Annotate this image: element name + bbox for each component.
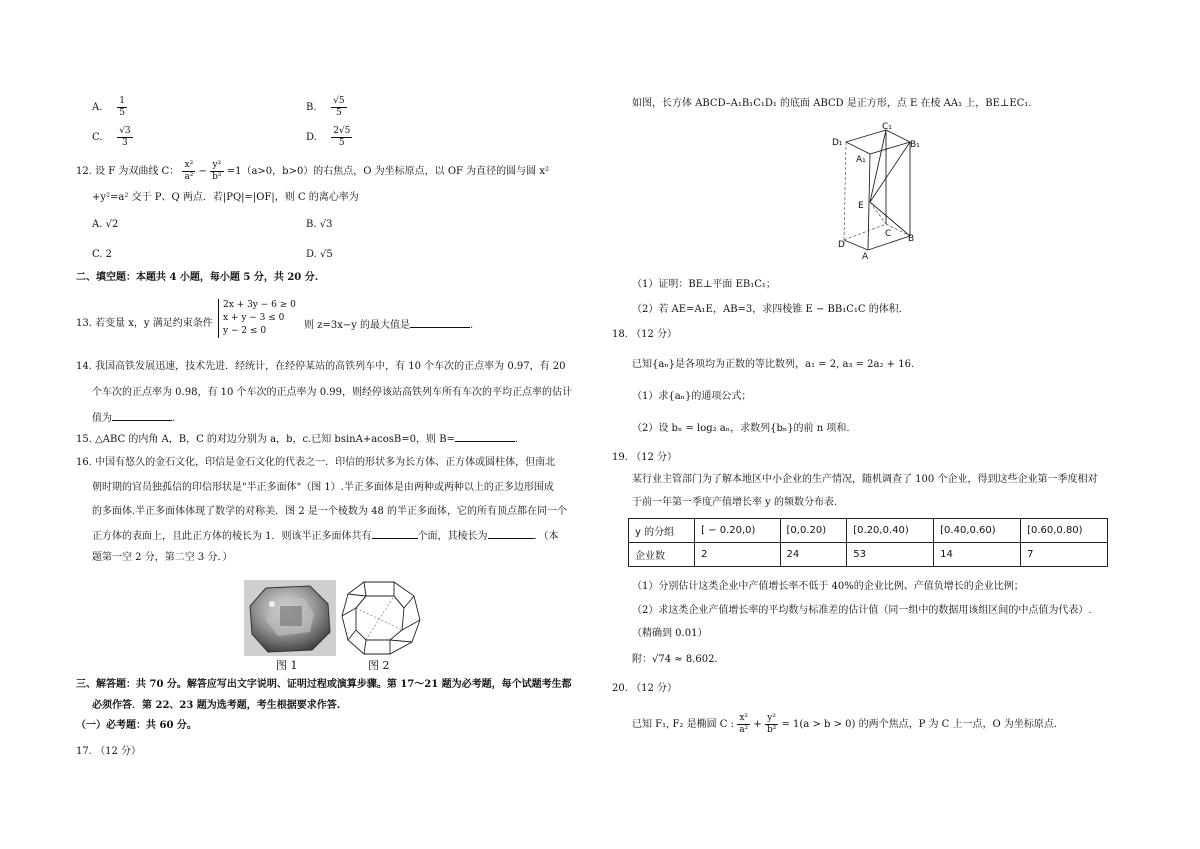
q12-option-b: B. √3 (306, 219, 333, 230)
q13-constraint-system: 2x + 3y − 6 ≥ 0 x + y − 3 ≤ 0 y − 2 ≤ 0 (218, 299, 296, 338)
figure-2-caption: 图 2 (368, 659, 390, 672)
q13-tail: 则 z=3x−y 的最大值是 . (304, 317, 473, 333)
q20-stem: 已知 F₁, F₂ 是椭圆 C : $\frac{\text{x²}}{\text{a²}}$ + $\frac{\text{y²}}{\text{b²}}$ = 1(a > b > 0) 的两个焦点，P 为 C 上一点，O 为坐标原点. (632, 713, 1058, 735)
answer-blank (372, 528, 418, 539)
table-cell: 2 (695, 543, 780, 567)
table-cell: 14 (934, 543, 1021, 567)
answer-blank (410, 317, 470, 328)
table-cell: 企业数 (629, 543, 695, 567)
q14-line2: 个车次的正点率为 0.98，有 10 个车次的正点率为 0.99，则经停该站高铁列车所有车次的平均正点率的估计 (92, 387, 572, 398)
section-solution-heading-line1: 三、解答题：共 70 分。解答应写出文字说明、证明过程或演算步骤。第 17～21 题为必考题，每个试题考生都 (76, 679, 572, 690)
q17-part2: （2）若 AE=A₁E，AB=3，求四棱锥 E − BB₁C₁C 的体积. (632, 304, 902, 315)
q19-line2: 于前一年第一季度产值增长率 y 的频数分布表. (632, 497, 838, 508)
q12-stem-line1: 12. 设 F 为双曲线 C： $\frac{\text{x²}}{\text{a²}}$ − $\frac{\text{y²}}{\text{b²}}$ =1（a>0，b>0）的右焦点，O 为坐标原点，以 OF 为直径的圆与圆 x² (76, 160, 550, 182)
q16-line4: 正方体的表面上，且此正方体的棱长为 1．则该半正多面体共有 个面，其棱长为 ．（本 (92, 528, 559, 544)
q16-line2: 朝时期的官员独孤信的印信形状是"半正多面体"（图 1）.半正多面体是由两种或两种以上的正多边形围成 (92, 482, 554, 493)
table-header-cell: [0.20,0.40) (847, 519, 934, 543)
q15-stem: 15. △ABC 的内角 A，B，C 的对边分别为 a，b，c.已知 bsinA+acosB=0，则 B= . (76, 431, 518, 447)
q11-option-b: B. $\frac{√5}{5}$ (306, 96, 345, 118)
q12-option-d: D. √5 (306, 249, 333, 260)
fraction: $\frac{2√5}{5}$ (333, 126, 351, 148)
fraction: $\frac{√3}{3}$ (119, 126, 131, 148)
q19-heading: 19. （12 分） (612, 452, 677, 463)
q11-option-d: D. $\frac{2√5}{5}$ (306, 126, 351, 148)
seal-photo-figure (244, 580, 336, 656)
table-header-cell: [ − 0.20,0) (695, 519, 780, 543)
table-cell: 24 (780, 543, 847, 567)
q11-option-c: C. $\frac{√3}{3}$ (92, 126, 131, 148)
q19-line1: 某行业主管部门为了解本地区中小企业的生产情况，随机调查了 100 个企业，得到这些企业第一季度相对 (632, 474, 1098, 485)
q12-option-a: A. √2 (92, 219, 119, 230)
q17-intro: 如图，长方体 ABCD–A₁B₁C₁D₁ 的底面 ABCD 是正方形，点 E 在棱 AA₁ 上，BE⊥EC₁. (632, 98, 1032, 109)
figure-1-caption: 图 1 (276, 659, 298, 672)
vertex-label-d1: D₁ (832, 138, 843, 148)
q12-option-c: C. 2 (92, 249, 113, 260)
fraction: $\frac{1}{5}$ (119, 96, 125, 118)
q19-part1: （1）分别估计这类企业中产值增长率不低于 40%的企业比例、产值负增长的企业比例； (632, 581, 1024, 592)
q19-note: 附：√74 ≈ 8.602. (632, 654, 718, 665)
fraction: $\frac{√5}{5}$ (333, 96, 345, 118)
table-header-cell: [0,0.20) (780, 519, 847, 543)
table-header-cell: [0.40,0.60) (934, 519, 1021, 543)
q11-option-a: A. $\frac{1}{5}$ (92, 96, 125, 118)
polyhedron-figure (340, 578, 424, 658)
q19-part2: （2）求这类企业产值增长率的平均数与标准差的估计值（同一组中的数据用该组区间的中点值为代表）. (632, 605, 1092, 616)
table-header-cell: y 的分组 (629, 519, 695, 543)
answer-blank (455, 431, 515, 442)
vertex-label-a: A (862, 252, 869, 262)
table-row (629, 543, 1108, 567)
q20-heading: 20. （12 分） (612, 683, 677, 694)
answer-blank (112, 410, 172, 421)
vertex-label-e: E (858, 201, 864, 211)
vertex-label-c1: C₁ (882, 122, 892, 132)
frequency-table (628, 518, 1108, 567)
q16-line1: 16. 中国有悠久的金石文化，印信是金石文化的代表之一．印信的形状多为长方体、正方体或圆柱体，但南北 (76, 457, 556, 468)
section-solution-heading-line2: 必须作答．第 22、23 题为选考题，考生根据要求作答. (92, 700, 341, 711)
vertex-label-b1: B₁ (910, 140, 920, 150)
q17-heading: 17. （12 分） (76, 746, 141, 757)
table-header-row (629, 519, 1108, 543)
answer-blank (488, 528, 534, 539)
q12-stem-line2: +y²=a² 交于 P、Q 两点．若|PQ|=|OF|，则 C 的离心率为 (92, 192, 359, 203)
q16-line5: 题第一空 2 分，第二空 3 分．） (92, 552, 233, 563)
q18-intro: 已知{aₙ}是各项均为正数的等比数列，a₁ = 2, a₃ = 2a₂ + 16. (632, 359, 915, 370)
vertex-label-b: B (908, 234, 915, 244)
q16-line3: 的多面体.半正多面体体现了数学的对称美．图 2 是一个棱数为 48 的半正多面体，它的所有顶点都在同一个 (92, 506, 567, 517)
q14-line3: 值为 . (92, 410, 175, 426)
vertex-label-d: D (838, 240, 845, 250)
q19-part2-precision: （精确到 0.01） (632, 628, 708, 639)
q18-part1: （1）求{aₙ}的通项公式； (632, 391, 752, 402)
q18-part2: （2）设 bₙ = log₂ aₙ，求数列{bₙ}的前 n 项和. (632, 423, 850, 434)
vertex-label-a1: A₁ (856, 155, 866, 165)
table-cell: 53 (847, 543, 934, 567)
vertex-label-c: C (885, 229, 892, 239)
q18-heading: 18. （12 分） (612, 329, 677, 340)
required-questions-heading: （一）必考题：共 60 分。 (76, 720, 197, 731)
q14-line1: 14. 我国高铁发展迅速，技术先进．经统计，在经停某站的高铁列车中，有 10 个车次的正点率为 0.97，有 20 (76, 361, 566, 372)
table-header-cell: [0.60,0.80) (1021, 519, 1108, 543)
section-fill-in-heading: 二、填空题：本题共 4 小题，每小题 5 分，共 20 分. (76, 272, 319, 283)
table-cell: 7 (1021, 543, 1108, 567)
q13-lead: 13. 若变量 x，y 满足约束条件 (76, 318, 213, 329)
q17-part1: （1）证明：BE⊥平面 EB₁C₁； (632, 279, 776, 290)
